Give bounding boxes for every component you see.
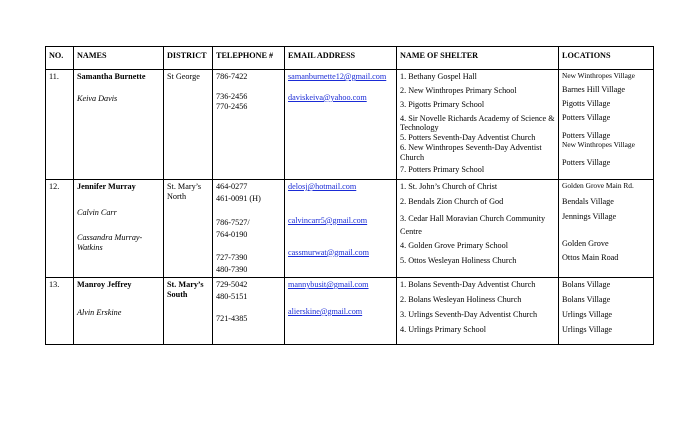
location-cell: [559, 180, 654, 278]
names-cell: [74, 70, 164, 180]
email-link[interactable]: samanburnette12@gmail.com: [288, 72, 387, 81]
phone-number: 736-2456: [216, 91, 248, 101]
location-item: Potters Village: [562, 131, 611, 141]
phone-number: 727-7390: [216, 253, 248, 263]
secondary-name: Keiva Davis: [77, 93, 118, 103]
shelter-cell: [397, 70, 559, 180]
location-item: Barnes Hill Village: [562, 84, 626, 94]
names-cell: [74, 180, 164, 278]
shelter-item: 4. Urlings Primary School: [400, 324, 486, 334]
table-row: [46, 278, 654, 345]
row-number: [46, 278, 74, 345]
district-text: St George: [167, 72, 200, 81]
shelter-item: 2. Bolans Wesleyan Holiness Church: [400, 294, 522, 304]
header-names: NAMES: [74, 47, 164, 70]
location-item: Golden Grove Main Rd.: [562, 181, 634, 190]
location-item: Jennings Village: [562, 211, 617, 221]
phone-number: 480-7390: [216, 265, 248, 275]
phone-cell: [213, 70, 285, 180]
email-cell: [285, 180, 397, 278]
secondary-name: Alvin Erskine: [77, 307, 122, 317]
email-link[interactable]: delosj@hotmail.com: [288, 182, 357, 191]
shelter-item: 7. Potters Primary School: [400, 164, 485, 174]
header-email: EMAIL ADDRESS: [285, 47, 397, 70]
district-cell: [164, 180, 213, 278]
location-item: Urlings Village: [562, 324, 613, 334]
shelter-item: 2. Bendals Zion Church of God: [400, 196, 504, 206]
primary-name: Jennifer Murray: [77, 182, 136, 191]
row-number-text: 11.: [49, 72, 59, 81]
header-no: NO.: [46, 47, 74, 70]
primary-name: Manroy Jeffrey: [77, 280, 132, 290]
location-item: Bendals Village: [562, 196, 614, 206]
tertiary-name: Cassandra Murray-Watkins: [77, 232, 143, 252]
district-cell: [164, 70, 213, 180]
email-link[interactable]: cassmurwat@gmail.com: [288, 247, 369, 257]
row-number: [46, 180, 74, 278]
location-item: Potters Village: [562, 112, 611, 122]
shelter-item: 5. Potters Seventh-Day Adventist Church: [400, 133, 536, 143]
shelter-item: 3. Pigotts Primary School: [400, 99, 485, 109]
shelter-item: 1. St. John’s Church of Christ: [400, 182, 498, 191]
phone-number: 464-0277: [216, 182, 248, 191]
location-cell: [559, 70, 654, 180]
email-cell: [285, 70, 397, 180]
location-cell: [559, 278, 654, 345]
row-number: [46, 70, 74, 180]
shelter-item: 4. Sir Novelle Richards Academy of Science & Technology: [400, 113, 555, 133]
phone-number: 786-7527/: [216, 217, 250, 227]
phone-number: 721-4385: [216, 313, 248, 323]
phone-number: 786-7422: [216, 72, 248, 81]
table-header-row: [46, 47, 654, 70]
header-locations: LOCATIONS: [559, 47, 654, 70]
header-shelter: NAME OF SHELTER: [397, 47, 559, 70]
email-link[interactable]: calvincarr5@gmail.com: [288, 215, 368, 225]
header-district: DISTRICT: [164, 47, 213, 70]
phone-number: 770-2456: [216, 101, 248, 111]
shelter-cell: [397, 180, 559, 278]
names-cell: [74, 278, 164, 345]
email-link[interactable]: mannybusit@gmail.com: [288, 280, 369, 290]
row-number-text: 13.: [49, 280, 60, 290]
shelter-item: 1. Bethany Gospel Hall: [400, 72, 477, 81]
shelter-cell: [397, 278, 559, 345]
primary-name: Samantha Burnette: [77, 72, 146, 81]
location-item: New Winthropes Village: [562, 140, 635, 150]
location-item: Potters Village: [562, 158, 611, 168]
location-item: Urlings Village: [562, 309, 613, 319]
location-item: Bolans Village: [562, 294, 611, 304]
shelter-item: 3. Cedar Hall Moravian Church Community Centre: [400, 213, 546, 236]
phone-number: 480-5151: [216, 291, 248, 301]
location-item: Ottos Main Road: [562, 253, 619, 263]
shelter-item: 6. New Winthropes Seventh-Day Adventist Church: [400, 143, 542, 162]
phone-number: 764-0190: [216, 229, 248, 239]
shelter-item: 3. Urlings Seventh-Day Adventist Church: [400, 309, 538, 319]
shelter-contacts-table: [45, 46, 654, 345]
district-text: St. Mary’s South: [167, 280, 204, 299]
shelter-item: 5. Ottos Wesleyan Holiness Church: [400, 255, 517, 265]
district-cell: [164, 278, 213, 345]
secondary-name: Calvin Carr: [77, 207, 117, 217]
email-link[interactable]: daviskeiva@yahoo.com: [288, 92, 367, 102]
location-item: Pigotts Village: [562, 98, 611, 108]
shelter-item: 2. New Winthropes Primary School: [400, 85, 517, 95]
location-item: New Winthropes Village: [562, 71, 635, 80]
phone-number: 461-0091 (H): [216, 193, 261, 203]
phone-cell: [213, 278, 285, 345]
shelter-item: 1. Bolans Seventh-Day Adventist Church: [400, 280, 536, 290]
phone-cell: [213, 180, 285, 278]
header-telephone: TELEPHONE #: [213, 47, 285, 70]
row-number-text: 12.: [49, 182, 60, 191]
table-row: [46, 70, 654, 180]
table-row: [46, 180, 654, 278]
email-link[interactable]: alierskine@gmail.com: [288, 306, 363, 316]
shelter-item: 4. Golden Grove Primary School: [400, 240, 509, 250]
phone-number: 729-5042: [216, 280, 248, 290]
location-item: Bolans Village: [562, 280, 611, 290]
location-item: Golden Grove: [562, 238, 609, 248]
district-text: St. Mary’s North: [167, 182, 202, 201]
email-cell: [285, 278, 397, 345]
